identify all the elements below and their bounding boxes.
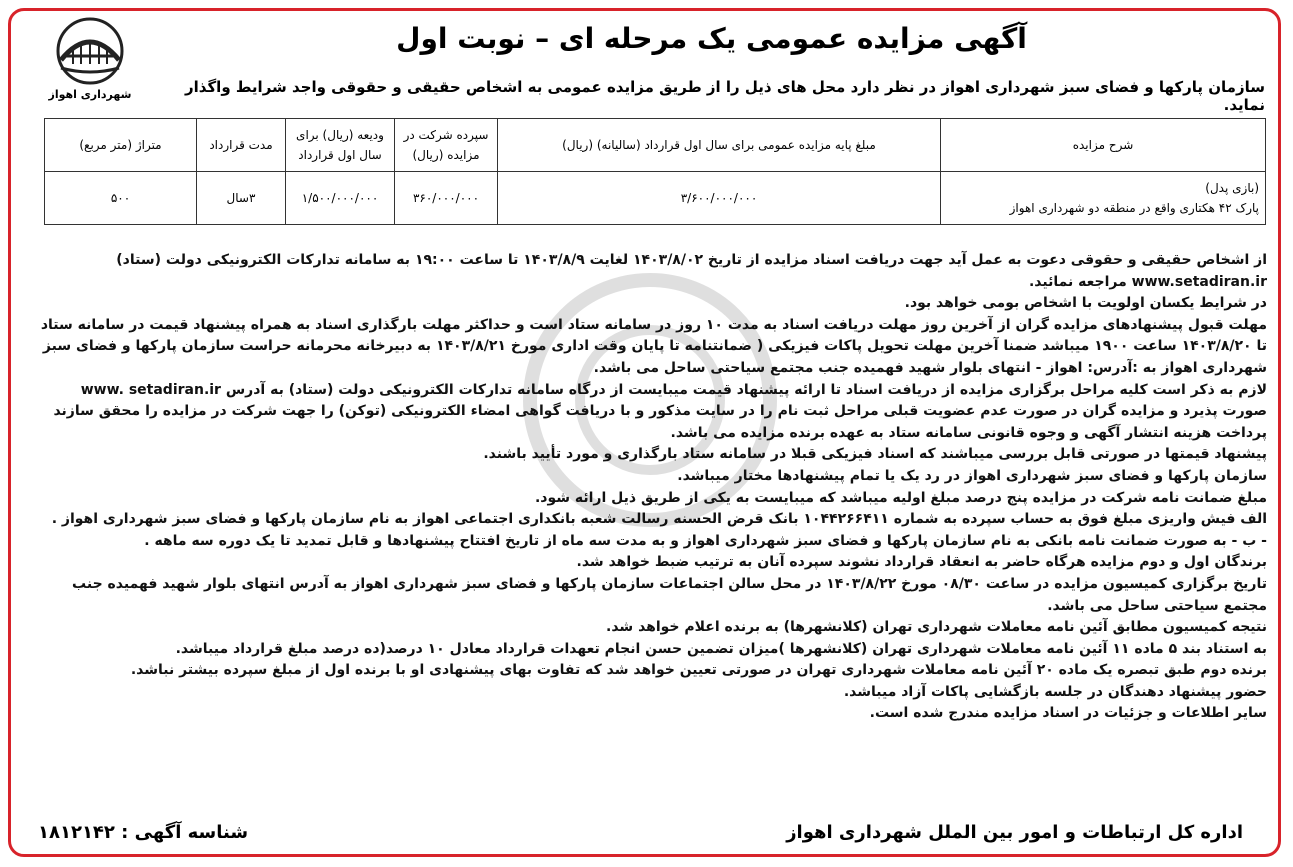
page-title: آگهی مزایده عمومی یک مرحله ای – نوبت اول	[396, 22, 1027, 55]
header-area: متراژ (متر مربع)	[45, 119, 197, 172]
paragraph: پیشنهاد قیمتها در صورتی قابل بررسی میباشند که اسناد فیزیکی قبلا در سامانه ستاد بارگذاری و مورد تأیید باشند.	[483, 446, 1267, 463]
municipality-logo	[44, 16, 136, 112]
department-name: اداره کل ارتباطات و امور بین الملل شهرداری اهواز	[786, 822, 1243, 843]
paragraph: برنده دوم طبق تبصره یک ماده ۲۰ آئین نامه معاملات شهرداری تهران در صورتی تعیین خواهد شد که تفاوت بهای پیشنهادی او با برنده اول از مبلغ سپرده بیشتر نباشد.	[130, 662, 1267, 679]
paragraph: حضور پیشنهاد دهندگان در جلسه بازگشایی پاکات آزاد میباشد.	[843, 683, 1267, 700]
header-security: ودیعه (ریال) برای سال اول قرارداد	[286, 119, 395, 172]
paragraph: لازم به ذکر است کلیه مراحل برگزاری مزایده از دریافت اسناد تا ارائه پیشنهاد قیمت میبایست از درگاه سامانه تدارکات الکترونیکی دولت (ستاد) به آدرس www. setadiran.ir صورت پذیرد و مزایده گران در صورت عدم عضویت قبلی مراحل ثبت نام را در سایت مذکور و با دریافت گواهی امضاء الکترونیکی (توکن) را جهت شرکت در مزایده را محقق سازند	[53, 381, 1267, 420]
paragraph: تاریخ برگزاری کمیسیون مزایده در ساعت ۰۸/۳۰ مورخ ۱۴۰۳/۸/۲۲ در محل سالن اجتماعات سازمان پارکها و فضای سبز شهرداری اهواز به آدرس انتهای بلوار شهید فهمیده جنب مجتمع سیاحتی ساحل می باشد.	[72, 575, 1267, 614]
header-base-price: مبلغ پایه مزایده عمومی برای سال اول قرارداد (سالیانه) (ریال)	[498, 119, 941, 172]
bridge-logo-icon	[55, 16, 125, 86]
paragraph: الف فیش واریزی مبلغ فوق به حساب سپرده به شماره ۱۰۴۴۲۶۶۴۱۱ بانک قرض الحسنه رسالت شعبه بانکداری اجتماعی اهواز به نام سازمان پارکها و فضای سبز شهرداری اهواز .	[51, 511, 1267, 528]
cell-base-price: ۳/۶۰۰/۰۰۰/۰۰۰	[498, 172, 941, 225]
auction-table	[44, 118, 1266, 225]
paragraph: مبلغ ضمانت نامه شرکت در مزایده پنج درصد مبلغ اولیه میباشد که میبایست به یکی از طریق ذیل ارائه شود.	[534, 489, 1267, 506]
header-deposit: سپرده شرکت در مزایده (ریال)	[395, 119, 498, 172]
paragraph: - ب - به صورت ضمانت نامه بانکی به نام سازمان پارکها و فضای سبز شهرداری اهواز و به مدت سه ماه از تاریخ افتتاح پیشنهادها و قابل تمدید تا یک دوره سه ماهه .	[144, 532, 1267, 549]
description-line-1: (بازی پدل)	[1205, 181, 1259, 195]
cell-deposit: ۳۶۰/۰۰۰/۰۰۰	[395, 172, 498, 225]
paragraph: مهلت قبول پیشنهادهای مزایده گران از آخرین روز مهلت دریافت اسناد به مدت ۱۰ روز در سامانه ستاد است و حداکثر مهلت بارگذاری اسناد به همراه پیشنهاد قیمت در سامانه ستاد تا ۱۴۰۳/۸/۲۰ ساعت ۱۹۰۰ میباشد ضمنا آخرین مهلت تحویل پاکات فیزیکی ( ضمانتنامه تا پایان وقت اداری مورخ ۱۴۰۳/۸/۲۱ به دبیرخانه محرمانه حراست سازمان پارکها و فضای سبز شهرداری اهواز به :آدرس: اهواز - انتهای بلوار شهید فهمیده جنب مجتمع سیاحتی ساحل می باشد.	[40, 316, 1267, 376]
cell-security: ۱/۵۰۰/۰۰۰/۰۰۰	[286, 172, 395, 225]
table-row	[45, 172, 1266, 225]
cell-area: ۵۰۰	[45, 172, 197, 225]
paragraph: برندگان اول و دوم مزایده هرگاه حاضر به انعقاد قرارداد نشوند سپرده آنان به ترتیب ضبط خواهد شد.	[576, 554, 1267, 571]
header-description: شرح مزایده	[941, 119, 1266, 172]
logo-caption: شهرداری اهواز	[48, 88, 132, 101]
intro-text: سازمان پارکها و فضای سبز شهرداری اهواز در نظر دارد محل های ذیل را از طریق مزایده عمومی به اشخاص حقیقی و حقوقی واجد شرایط واگذار نماید.	[185, 78, 1265, 114]
paragraph: از اشخاص حقیقی و حقوقی دعوت به عمل آید جهت دریافت اسناد مزایده از تاریخ ۱۴۰۳/۸/۰۲ لغایت ۱۴۰۳/۸/۹ تا ساعت ۱۹:۰۰ به سامانه تدارکات الکترونیکی دولت (ستاد) www.setadiran.ir مراجعه نمائید.	[116, 252, 1267, 290]
cell-duration: ۳سال	[197, 172, 286, 225]
paragraph: در شرایط یکسان اولویت با اشخاص بومی خواهد بود.	[904, 295, 1267, 312]
description-line-2: پارک ۴۲ هکتاری واقع در منطقه دو شهرداری اهواز	[1009, 201, 1259, 215]
header-duration: مدت قرارداد	[197, 119, 286, 172]
paragraph: سایر اطلاعات و جزئیات در اسناد مزایده مندرج شده است.	[869, 705, 1267, 722]
paragraph: به استناد بند ۵ ماده ۱۱ آئین نامه معاملات شهرداری تهران (کلانشهرها )میزان تضمین حسن انجام تعهدات قرارداد معادل ۱۰ درصد(ده درصد مبلغ قرارداد میباشد.	[175, 640, 1267, 657]
ad-id: شناسه آگهی : ۱۸۱۲۱۴۲	[38, 822, 249, 843]
notice-body	[40, 250, 1267, 725]
paragraph: نتیجه کمیسیون مطابق آئین نامه معاملات شهرداری تهران (کلانشهرها) به برنده اعلام خواهد شد.	[606, 619, 1267, 636]
paragraph: سازمان پارکها و فضای سبز شهرداری اهواز در رد یک یا تمام پیشنهادها مختار میباشد.	[677, 467, 1267, 484]
table-header-row	[45, 119, 1266, 172]
cell-description	[941, 172, 1266, 225]
paragraph: پرداخت هزینه انتشار آگهی و وجوه قانونی سامانه ستاد به عهده برنده مزایده می باشد.	[670, 424, 1267, 441]
